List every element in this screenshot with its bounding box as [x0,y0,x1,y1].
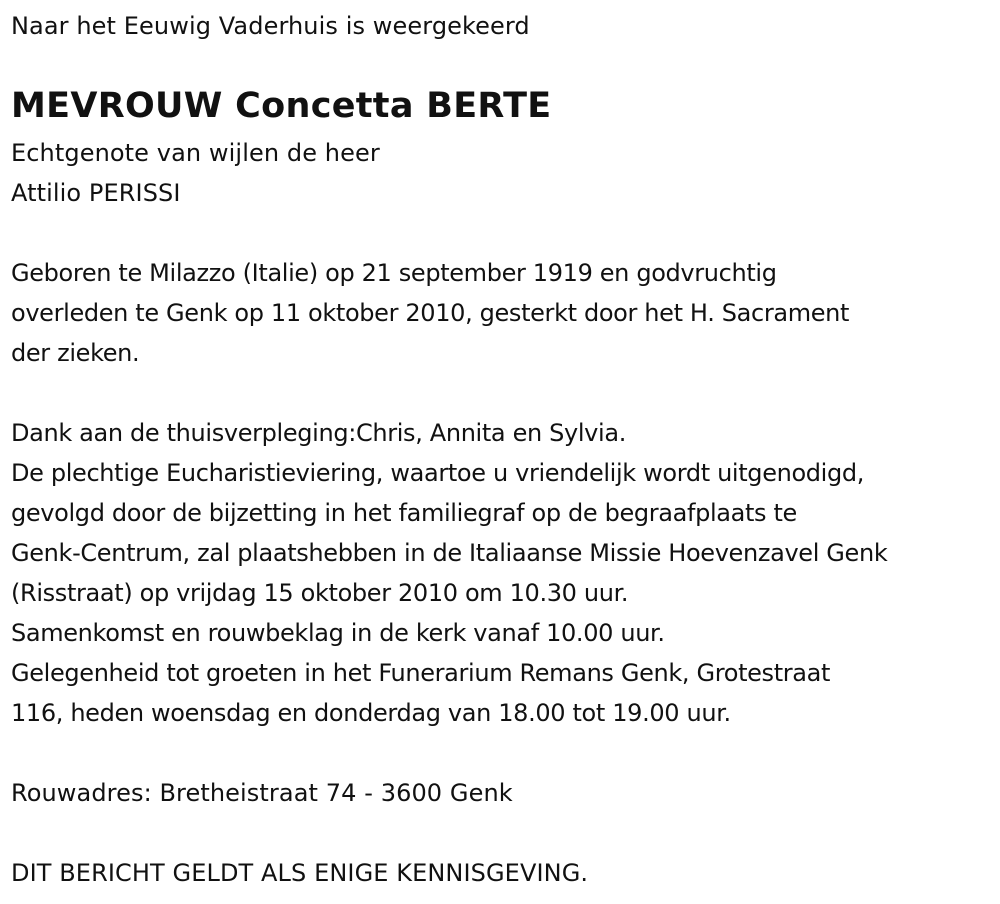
address-line: Rouwadres: Bretheistraat 74 - 3600 Genk [11,779,513,807]
paragraph-line: 116, heden woensdag en donderdag van 18.00 tot 19.00 uur. [11,699,731,727]
notice-line: DIT BERICHT GELDT ALS ENIGE KENNISGEVING. [11,859,589,887]
intro-text: Naar het Eeuwig Vaderhuis is weergekeerd [11,12,530,40]
spouse-line: Echtgenote van wijlen de heer [11,139,380,167]
deceased-name: MEVROUW Concetta BERTE [11,86,552,126]
paragraph-line: gevolgd door de bijzetting in het familiegraf op de begraafplaats te [11,499,797,527]
mourning-address [11,773,513,813]
paragraph-line: De plechtige Eucharistieviering, waartoe u vriendelijk wordt uitgenodigd, [11,459,865,487]
paragraph-line: overleden te Genk op 11 oktober 2010, gesterkt door het H. Sacrament [11,299,850,327]
spouse-block [11,133,380,213]
paragraph-line: Geboren te Milazzo (Italie) op 21 september 1919 en godvruchtig [11,259,777,287]
service-paragraph [11,413,887,733]
paragraph-line: Genk-Centrum, zal plaatshebben in de Italiaanse Missie Hoevenzavel Genk [11,539,888,567]
paragraph-line: Dank aan de thuisverpleging:Chris, Annita en Sylvia. [11,419,626,447]
spouse-name: Attilio PERISSI [11,179,181,207]
paragraph-line: Gelegenheid tot groeten in het Funerarium Remans Genk, Grotestraat [11,659,831,687]
paragraph-line: (Risstraat) op vrijdag 15 oktober 2010 om 10.30 uur. [11,579,629,607]
paragraph-line: der zieken. [11,339,140,367]
birth-death-paragraph [11,253,849,373]
paragraph-line: Samenkomst en rouwbeklag in de kerk vanaf 10.00 uur. [11,619,665,647]
official-notice [11,853,588,893]
